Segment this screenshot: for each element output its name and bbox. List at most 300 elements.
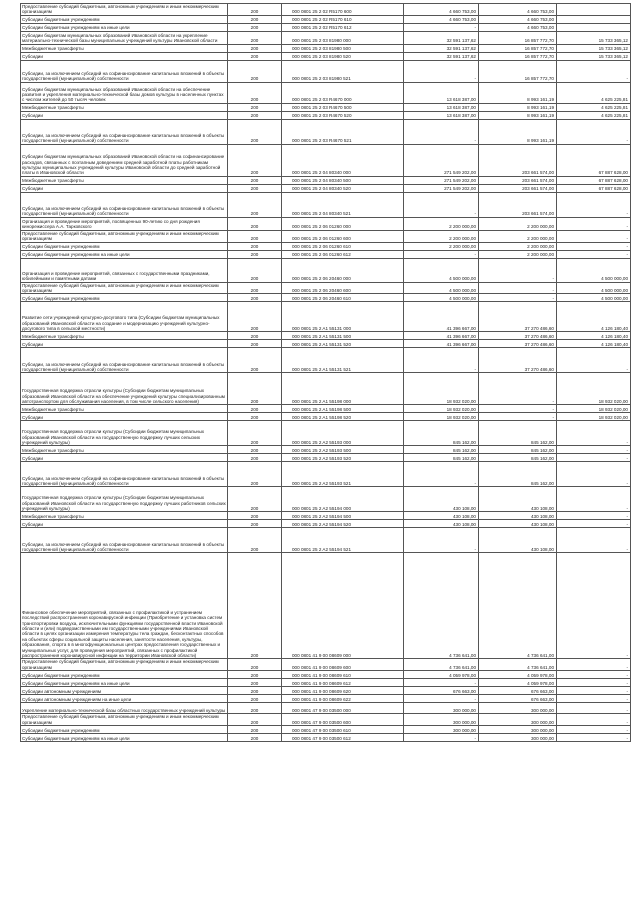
row-code-cell: 200: [228, 294, 282, 302]
row-name-cell: Государственная поддержка отрасли культуры (Субсидии бюджетам муниципальных образований Ивановской области на государственную поддержку лучших работников сельских учреждений культуры): [21, 487, 228, 512]
row-kcsr-cell: 000 0801 25 2 A1 55131 521: [282, 348, 404, 373]
table-row: [21, 528, 631, 553]
row-code-cell: 200: [228, 734, 282, 742]
row-value-2-cell: 430 108,00: [479, 528, 557, 553]
table-row: [21, 15, 631, 23]
table-row: [21, 348, 631, 373]
table-row: [21, 703, 631, 714]
table-row: [21, 52, 631, 60]
row-value-2-cell: -: [479, 282, 557, 294]
row-value-3-cell: [557, 23, 631, 31]
row-kcsr-cell: 000 0801 41 9 00 08609 610: [282, 671, 404, 679]
row-value-3-cell: -: [557, 679, 631, 687]
budget-execution-table: [20, 3, 631, 742]
row-kcsr-cell: 000 0801 25 2 A1 55131 000: [282, 302, 404, 332]
row-kcsr-cell: 000 0801 25 2 03 81980 521: [282, 60, 404, 82]
row-code-cell: 200: [228, 687, 282, 695]
row-kcsr-cell: 000 0801 25 2 A1 55131 500: [282, 332, 404, 340]
row-code-cell: 200: [228, 23, 282, 31]
row-code-cell: 200: [228, 405, 282, 413]
row-value-1-cell: 32 591 137,62: [404, 52, 479, 60]
row-name-cell: Предоставление субсидий бюджетным, автономным учреждениям и иным некоммерческим организациям: [21, 659, 228, 671]
row-value-3-cell: 67 887 628,00: [557, 176, 631, 184]
row-value-1-cell: 32 591 137,62: [404, 44, 479, 52]
table-row: [21, 695, 631, 703]
row-code-cell: 200: [228, 282, 282, 294]
row-name-cell: Межбюджетные трансферты: [21, 103, 228, 111]
row-value-2-cell: 845 162,00: [479, 446, 557, 454]
row-kcsr-cell: 000 0801 25 2 A2 55194 500: [282, 512, 404, 520]
row-name-cell: Развитие сети учреждений культурно-досугового типа (Субсидии бюджетам муниципальных образований Ивановской области на создание и модернизацию учреждений культурно-досугового типа в сельской местности): [21, 302, 228, 332]
row-value-3-cell: [557, 15, 631, 23]
row-name-cell: Межбюджетные трансферты: [21, 512, 228, 520]
row-code-cell: 200: [228, 714, 282, 726]
row-name-cell: Межбюджетные трансферты: [21, 332, 228, 340]
row-value-1-cell: 18 932 020,00: [404, 405, 479, 413]
table-row: [21, 373, 631, 405]
row-value-3-cell: -: [557, 446, 631, 454]
row-value-1-cell: 845 162,00: [404, 421, 479, 446]
row-value-3-cell: -: [557, 230, 631, 242]
row-value-2-cell: -: [479, 258, 557, 282]
row-kcsr-cell: 000 0801 25 2 02 R5170 610: [282, 15, 404, 23]
table-row: [21, 332, 631, 340]
row-value-3-cell: -: [557, 734, 631, 742]
row-kcsr-cell: 000 0801 25 2 06 01260 610: [282, 242, 404, 250]
row-value-3-cell: [557, 4, 631, 16]
row-value-3-cell: -: [557, 714, 631, 726]
row-value-1-cell: 13 618 387,00: [404, 111, 479, 119]
row-kcsr-cell: 000 0801 25 2 A1 55198 520: [282, 413, 404, 421]
row-code-cell: 200: [228, 462, 282, 487]
row-code-cell: 200: [228, 446, 282, 454]
row-value-3-cell: 4 126 180,40: [557, 332, 631, 340]
row-value-1-cell: 300 000,00: [404, 703, 479, 714]
row-name-cell: Субсидии: [21, 184, 228, 192]
row-value-3-cell: 18 932 020,00: [557, 405, 631, 413]
table-row: [21, 671, 631, 679]
row-code-cell: 200: [228, 302, 282, 332]
row-name-cell: Межбюджетные трансферты: [21, 446, 228, 454]
row-value-1-cell: 4 500 000,00: [404, 294, 479, 302]
row-kcsr-cell: 000 0801 25 2 A2 55193 000: [282, 421, 404, 446]
row-value-3-cell: -: [557, 726, 631, 734]
table-row: [21, 217, 631, 230]
row-value-1-cell: 271 549 202,00: [404, 184, 479, 192]
table-row: [21, 294, 631, 302]
row-value-3-cell: -: [557, 421, 631, 446]
row-code-cell: 200: [228, 659, 282, 671]
row-value-2-cell: -: [479, 405, 557, 413]
row-value-1-cell: -: [404, 695, 479, 703]
row-kcsr-cell: 000 0801 25 2 03 R4670 520: [282, 111, 404, 119]
row-value-3-cell: -: [557, 553, 631, 659]
row-value-3-cell: -: [557, 659, 631, 671]
row-kcsr-cell: 000 0801 25 2 03 R4670 000: [282, 82, 404, 103]
row-code-cell: 200: [228, 15, 282, 23]
row-value-3-cell: -: [557, 217, 631, 230]
row-name-cell: Организация и проведение мероприятий, связанных с государственными праздниками, юбилейными и памятными датами: [21, 258, 228, 282]
row-value-1-cell: 13 618 387,00: [404, 103, 479, 111]
row-kcsr-cell: 000 0801 25 2 A2 55193 521: [282, 462, 404, 487]
row-value-2-cell: 8 993 161,19: [479, 103, 557, 111]
row-value-2-cell: 4 736 641,00: [479, 553, 557, 659]
row-value-1-cell: -: [404, 23, 479, 31]
row-kcsr-cell: 000 0801 25 2 06 01260 612: [282, 250, 404, 258]
row-value-1-cell: 4 736 641,00: [404, 553, 479, 659]
row-value-1-cell: -: [404, 60, 479, 82]
row-name-cell: Субсидии: [21, 340, 228, 348]
row-value-1-cell: 4 059 978,00: [404, 671, 479, 679]
table-row: [21, 679, 631, 687]
row-value-1-cell: -: [404, 348, 479, 373]
row-value-3-cell: 4 625 225,81: [557, 103, 631, 111]
row-code-cell: 200: [228, 192, 282, 217]
row-code-cell: 200: [228, 373, 282, 405]
row-name-cell: Финансовое обеспечение мероприятий, связанных с профилактикой и устранением последствий распространения коронавирусной инфекции (Приобретение и установка систем транспортировки воздуха, исключительными функциями государственной власти Ивановской области и (или) подведомственными им государственными учреждениями Ивановской области в целях организации измерения температуры тела граждан, бесконтактных способов на объектах сферы социальной защиты населения, занятости населения, культуры, образования, спорта в в многофункциональных центрах предоставления государственных и муниципальных услуг, для проведения мероприятий, связанных с профилактикой распространения коронавирусной инфекции на территории Ивановской области): [21, 553, 228, 659]
row-code-cell: 200: [228, 421, 282, 446]
table-row: [21, 23, 631, 31]
table-row: [21, 553, 631, 659]
row-kcsr-cell: 000 0801 25 2 A2 55194 520: [282, 520, 404, 528]
row-value-3-cell: 67 887 628,00: [557, 184, 631, 192]
row-code-cell: 200: [228, 553, 282, 659]
row-value-2-cell: 37 270 486,60: [479, 340, 557, 348]
row-value-3-cell: -: [557, 462, 631, 487]
row-kcsr-cell: 000 0801 25 2 03 81980 520: [282, 52, 404, 60]
row-value-1-cell: 430 108,00: [404, 512, 479, 520]
row-value-2-cell: 4 736 641,00: [479, 659, 557, 671]
row-value-2-cell: 2 200 000,00: [479, 217, 557, 230]
table-row: [21, 714, 631, 726]
row-name-cell: Субсидии: [21, 52, 228, 60]
row-value-3-cell: -: [557, 520, 631, 528]
row-value-2-cell: 2 200 000,00: [479, 242, 557, 250]
row-kcsr-cell: 000 0801 41 9 00 08609 620: [282, 687, 404, 695]
row-kcsr-cell: 000 0801 25 2 04 80340 000: [282, 144, 404, 176]
row-value-2-cell: 203 661 574,00: [479, 192, 557, 217]
row-value-1-cell: 4 660 753,00: [404, 4, 479, 16]
table-row: [21, 687, 631, 695]
row-kcsr-cell: 000 0801 25 2 06 01260 000: [282, 217, 404, 230]
table-row: [21, 44, 631, 52]
row-code-cell: 200: [228, 176, 282, 184]
row-value-2-cell: 676 663,00: [479, 695, 557, 703]
row-name-cell: Субсидии бюджетным учреждениям на иные цели: [21, 23, 228, 31]
row-kcsr-cell: 000 0801 25 2 02 R5170 600: [282, 4, 404, 16]
table-row: [21, 250, 631, 258]
row-value-3-cell: 4 126 180,40: [557, 302, 631, 332]
table-row: [21, 258, 631, 282]
row-value-3-cell: 15 733 365,12: [557, 44, 631, 52]
row-value-2-cell: 4 059 978,00: [479, 679, 557, 687]
row-value-1-cell: -: [404, 679, 479, 687]
table-row: [21, 302, 631, 332]
row-kcsr-cell: 000 0801 25 2 06 20460 000: [282, 258, 404, 282]
row-name-cell: Субсидии бюджетам муниципальных образований Ивановской области на софинансирование расходов, связанных с поэтапным доведением средней заработной платы работникам культуры муниципальных учреждений культуры Ивановской области до средней заработной платы в Ивановской области: [21, 144, 228, 176]
row-value-2-cell: 430 108,00: [479, 487, 557, 512]
row-kcsr-cell: 000 0801 41 9 00 08609 622: [282, 695, 404, 703]
table-row: [21, 446, 631, 454]
row-value-2-cell: 430 108,00: [479, 520, 557, 528]
row-value-3-cell: -: [557, 671, 631, 679]
row-name-cell: Субсидии, за исключением субсидий на софинансирование капитальных вложений в объекты государственной (муниципальной) собственности: [21, 192, 228, 217]
row-value-2-cell: 16 857 772,70: [479, 31, 557, 44]
table-row: [21, 726, 631, 734]
row-kcsr-cell: 000 0801 25 2 A1 55198 500: [282, 405, 404, 413]
row-name-cell: Субсидии, за исключением субсидий на софинансирование капитальных вложений в объекты государственной (муниципальной) собственности: [21, 119, 228, 144]
row-value-2-cell: 16 857 772,70: [479, 52, 557, 60]
row-kcsr-cell: 000 0801 25 2 03 81980 500: [282, 44, 404, 52]
table-row: [21, 659, 631, 671]
row-value-1-cell: -: [404, 192, 479, 217]
row-value-1-cell: 4 736 641,00: [404, 659, 479, 671]
row-name-cell: Субсидии, за исключением субсидий на софинансирование капитальных вложений в объекты государственной (муниципальной) собственности: [21, 60, 228, 82]
row-value-3-cell: 4 500 000,00: [557, 294, 631, 302]
row-value-3-cell: -: [557, 242, 631, 250]
row-code-cell: 200: [228, 4, 282, 16]
row-value-3-cell: 4 625 225,81: [557, 111, 631, 119]
row-name-cell: Субсидии бюджетным учреждениям: [21, 15, 228, 23]
row-value-2-cell: 845 162,00: [479, 454, 557, 462]
row-kcsr-cell: 000 0801 25 2 A2 55193 520: [282, 454, 404, 462]
row-name-cell: Межбюджетные трансферты: [21, 176, 228, 184]
row-kcsr-cell: 000 0801 25 2 A2 55194 521: [282, 528, 404, 553]
row-kcsr-cell: 000 0801 41 9 00 08609 612: [282, 679, 404, 687]
row-name-cell: Субсидии: [21, 520, 228, 528]
row-value-3-cell: 4 500 000,00: [557, 282, 631, 294]
row-kcsr-cell: 000 0801 25 2 03 R4670 500: [282, 103, 404, 111]
row-name-cell: Субсидии бюджетным учреждениям: [21, 726, 228, 734]
row-value-2-cell: 845 162,00: [479, 421, 557, 446]
table-row: [21, 462, 631, 487]
row-name-cell: Субсидии бюджетам муниципальных образований Ивановской области на обеспечение развития и укрепления материально-технической базы домов культуры в населенных пунктах с числом жителей до 50 тысяч человек: [21, 82, 228, 103]
row-value-1-cell: -: [404, 528, 479, 553]
row-code-cell: 200: [228, 119, 282, 144]
row-kcsr-cell: 000 0801 47 9 00 03500 000: [282, 703, 404, 714]
row-code-cell: 200: [228, 103, 282, 111]
row-value-3-cell: 18 932 020,00: [557, 373, 631, 405]
row-code-cell: 200: [228, 348, 282, 373]
row-value-1-cell: 300 000,00: [404, 714, 479, 726]
row-value-2-cell: 2 200 000,00: [479, 230, 557, 242]
table-row: [21, 4, 631, 16]
row-name-cell: Государственная поддержка отрасли культуры (Субсидии бюджетам муниципальных образований Ивановской области на государственную поддержку лучших сельских учреждений культуры): [21, 421, 228, 446]
row-value-2-cell: 16 857 772,70: [479, 44, 557, 52]
row-value-3-cell: -: [557, 512, 631, 520]
row-value-3-cell: 67 887 628,00: [557, 144, 631, 176]
row-kcsr-cell: 000 0801 47 9 00 03500 600: [282, 714, 404, 726]
row-value-1-cell: 13 618 387,00: [404, 82, 479, 103]
table-row: [21, 487, 631, 512]
table-row: [21, 340, 631, 348]
row-code-cell: 200: [228, 487, 282, 512]
table-row: [21, 454, 631, 462]
row-value-2-cell: 4 660 753,00: [479, 15, 557, 23]
row-value-3-cell: -: [557, 250, 631, 258]
row-name-cell: Субсидии: [21, 111, 228, 119]
row-name-cell: Субсидии бюджетным учреждениям: [21, 671, 228, 679]
row-code-cell: 200: [228, 144, 282, 176]
row-name-cell: Государственная поддержка отрасли культуры (Субсидии бюджетам муниципальных образований Ивановской области на обеспечение учреждений культуры специализированным автотранспортом для обслуживания населения, в том числе сельского населения): [21, 373, 228, 405]
row-kcsr-cell: 000 0801 25 2 06 20460 610: [282, 294, 404, 302]
row-value-2-cell: 8 993 161,19: [479, 111, 557, 119]
row-value-3-cell: 15 733 365,12: [557, 31, 631, 44]
row-code-cell: 200: [228, 512, 282, 520]
row-value-2-cell: 300 000,00: [479, 734, 557, 742]
row-value-1-cell: 271 549 202,00: [404, 144, 479, 176]
row-value-2-cell: 37 270 486,60: [479, 332, 557, 340]
row-kcsr-cell: 000 0801 25 2 04 80340 500: [282, 176, 404, 184]
row-value-3-cell: -: [557, 348, 631, 373]
row-kcsr-cell: 000 0801 25 2 03 R4670 521: [282, 119, 404, 144]
row-value-1-cell: 430 108,00: [404, 520, 479, 528]
row-kcsr-cell: 000 0801 25 2 04 80340 521: [282, 192, 404, 217]
row-value-1-cell: 41 396 667,00: [404, 332, 479, 340]
table-row: [21, 413, 631, 421]
row-name-cell: Укрепление материально-технической базы областных государственных учреждений культуры: [21, 703, 228, 714]
table-row: [21, 82, 631, 103]
row-value-2-cell: 845 162,00: [479, 462, 557, 487]
row-code-cell: 200: [228, 332, 282, 340]
row-value-2-cell: 37 270 486,60: [479, 348, 557, 373]
row-value-3-cell: 4 500 000,00: [557, 258, 631, 282]
row-value-2-cell: 676 663,00: [479, 687, 557, 695]
row-code-cell: 200: [228, 44, 282, 52]
row-name-cell: Субсидии бюджетам муниципальных образований Ивановской области на укрепление материально-технической базы муниципальных учреждений культуры Ивановской области: [21, 31, 228, 44]
row-value-1-cell: 4 660 753,00: [404, 15, 479, 23]
row-kcsr-cell: 000 0801 25 2 02 R5170 612: [282, 23, 404, 31]
row-code-cell: 200: [228, 671, 282, 679]
row-name-cell: Субсидии бюджетным учреждениям: [21, 294, 228, 302]
table-row: [21, 176, 631, 184]
table-row: [21, 111, 631, 119]
row-value-1-cell: 4 500 000,00: [404, 258, 479, 282]
row-name-cell: Субсидии, за исключением субсидий на софинансирование капитальных вложений в объекты государственной (муниципальной) собственности: [21, 528, 228, 553]
row-code-cell: 200: [228, 703, 282, 714]
row-name-cell: Субсидии, за исключением субсидий на софинансирование капитальных вложений в объекты государственной (муниципальной) собственности: [21, 462, 228, 487]
row-value-2-cell: 203 661 574,00: [479, 176, 557, 184]
table-row: [21, 230, 631, 242]
row-value-3-cell: -: [557, 703, 631, 714]
row-kcsr-cell: 000 0801 25 2 06 20460 600: [282, 282, 404, 294]
row-value-1-cell: 2 200 000,00: [404, 242, 479, 250]
row-kcsr-cell: 000 0801 25 2 06 01260 600: [282, 230, 404, 242]
table-row: [21, 512, 631, 520]
row-code-cell: 200: [228, 695, 282, 703]
row-value-2-cell: 8 993 161,19: [479, 82, 557, 103]
row-value-2-cell: 4 660 753,00: [479, 23, 557, 31]
row-code-cell: 200: [228, 528, 282, 553]
row-name-cell: Субсидии автономным учреждениям на иные цели: [21, 695, 228, 703]
row-value-3-cell: -: [557, 119, 631, 144]
row-value-1-cell: -: [404, 119, 479, 144]
row-value-2-cell: 2 200 000,00: [479, 250, 557, 258]
table-row: [21, 242, 631, 250]
row-value-2-cell: -: [479, 373, 557, 405]
row-value-2-cell: 4 660 753,00: [479, 4, 557, 16]
row-value-1-cell: 845 162,00: [404, 446, 479, 454]
row-value-1-cell: -: [404, 250, 479, 258]
row-code-cell: 200: [228, 726, 282, 734]
row-code-cell: 200: [228, 31, 282, 44]
row-kcsr-cell: 000 0801 25 2 A1 55131 520: [282, 340, 404, 348]
row-code-cell: 200: [228, 250, 282, 258]
row-value-3-cell: 4 126 180,40: [557, 340, 631, 348]
row-name-cell: Предоставление субсидий бюджетным, автономным учреждениям и иным некоммерческим организациям: [21, 282, 228, 294]
row-name-cell: Субсидии автономным учреждениям: [21, 687, 228, 695]
row-value-3-cell: -: [557, 695, 631, 703]
row-value-1-cell: 32 591 137,62: [404, 31, 479, 44]
table-body: [21, 4, 631, 742]
row-name-cell: Субсидии: [21, 413, 228, 421]
table-row: [21, 184, 631, 192]
row-value-2-cell: 300 000,00: [479, 703, 557, 714]
row-code-cell: 200: [228, 52, 282, 60]
row-value-1-cell: 271 549 202,00: [404, 176, 479, 184]
row-value-3-cell: -: [557, 454, 631, 462]
row-value-1-cell: 2 200 000,00: [404, 217, 479, 230]
row-code-cell: 200: [228, 82, 282, 103]
row-value-1-cell: -: [404, 734, 479, 742]
row-value-1-cell: 2 200 000,00: [404, 230, 479, 242]
row-kcsr-cell: 000 0801 25 2 A2 55193 500: [282, 446, 404, 454]
row-value-3-cell: -: [557, 687, 631, 695]
row-code-cell: 200: [228, 242, 282, 250]
table-row: [21, 520, 631, 528]
row-code-cell: 200: [228, 454, 282, 462]
row-value-2-cell: 8 993 161,19: [479, 119, 557, 144]
row-name-cell: Межбюджетные трансферты: [21, 405, 228, 413]
row-value-3-cell: -: [557, 487, 631, 512]
row-value-1-cell: 18 932 020,00: [404, 373, 479, 405]
row-name-cell: Субсидии бюджетным учреждениям на иные цели: [21, 679, 228, 687]
table-row: [21, 31, 631, 44]
row-value-1-cell: 41 396 667,00: [404, 302, 479, 332]
row-value-2-cell: -: [479, 294, 557, 302]
row-value-2-cell: 4 059 978,00: [479, 671, 557, 679]
row-kcsr-cell: 000 0801 25 2 04 80340 520: [282, 184, 404, 192]
row-value-1-cell: 4 500 000,00: [404, 282, 479, 294]
row-value-3-cell: -: [557, 192, 631, 217]
table-row: [21, 103, 631, 111]
row-name-cell: Межбюджетные трансферты: [21, 44, 228, 52]
table-row: [21, 144, 631, 176]
row-value-2-cell: 203 661 574,00: [479, 184, 557, 192]
table-row: [21, 192, 631, 217]
row-code-cell: 200: [228, 520, 282, 528]
row-kcsr-cell: 000 0801 41 9 00 08609 600: [282, 659, 404, 671]
table-row: [21, 421, 631, 446]
row-value-1-cell: -: [404, 462, 479, 487]
table-row: [21, 282, 631, 294]
table-row: [21, 734, 631, 742]
row-value-2-cell: 16 857 772,70: [479, 60, 557, 82]
row-value-2-cell: 37 270 486,60: [479, 302, 557, 332]
row-name-cell: Предоставление субсидий бюджетным, автономным учреждениям и иным некоммерческим организациям: [21, 4, 228, 16]
row-value-2-cell: 430 108,00: [479, 512, 557, 520]
row-value-1-cell: 845 162,00: [404, 454, 479, 462]
row-name-cell: Предоставление субсидий бюджетным, автономным учреждениям и иным некоммерческим организациям: [21, 714, 228, 726]
row-code-cell: 200: [228, 111, 282, 119]
row-value-3-cell: 4 625 225,81: [557, 82, 631, 103]
row-value-1-cell: 676 663,00: [404, 687, 479, 695]
row-code-cell: 200: [228, 217, 282, 230]
row-value-3-cell: -: [557, 528, 631, 553]
row-kcsr-cell: 000 0801 25 2 03 81980 000: [282, 31, 404, 44]
table-row: [21, 119, 631, 144]
row-kcsr-cell: 000 0801 25 2 A1 55198 000: [282, 373, 404, 405]
